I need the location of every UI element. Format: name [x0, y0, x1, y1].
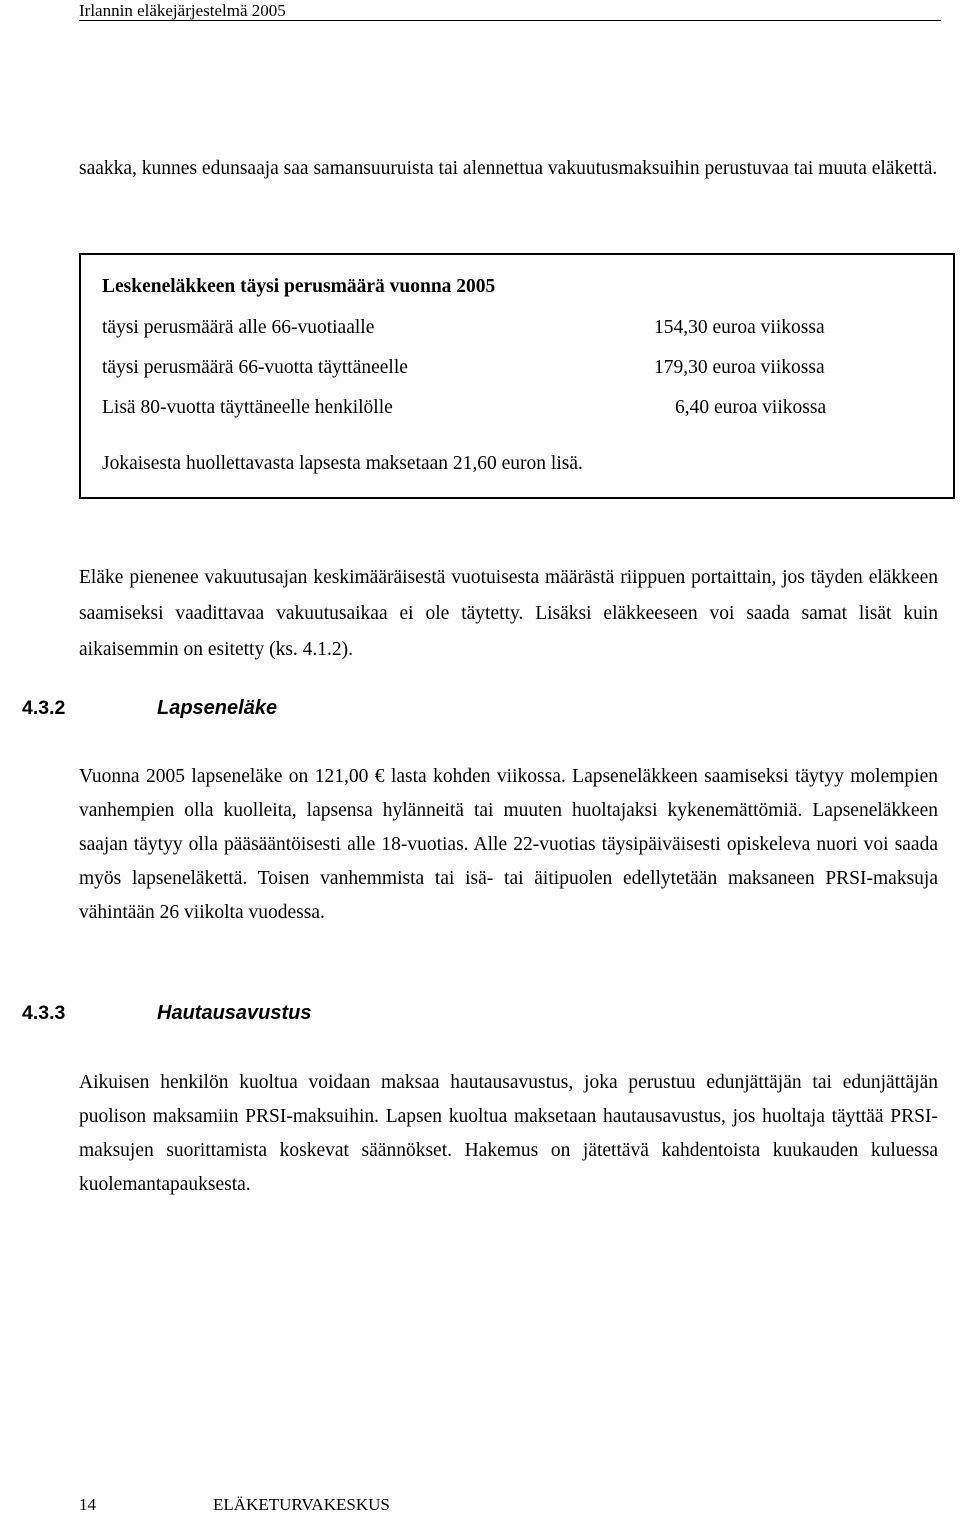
info-row-value: 6,40 euroa viikossa	[675, 397, 827, 418]
page-number: 14	[79, 1495, 96, 1514]
info-row-label: täysi perusmäärä 66-vuotta täyttäneelle	[102, 357, 408, 378]
section-text: Aikuisen henkilön kuoltua voidaan maksaa hautausavustus, joka perustuu edunjättäjän tai edunjättäjän puolison maksamiin PRSI-maksuihin. Lapsen kuoltua maksetaan hautausavustus, jos huoltaja täyttää PRSI-maksujen suorittamista koskevat säännökset. Hakemus on jätettävä kahdentoista kuukauden kuluessa kuolemantapauksesta.	[79, 1072, 938, 1195]
funeral-grant-paragraph	[79, 1066, 938, 1202]
section-number: 4.3.2	[22, 697, 66, 719]
header-rule	[79, 20, 941, 21]
pension-paragraph	[79, 560, 938, 668]
section-heading: Lapseneläke	[157, 697, 278, 719]
info-box-note: Jokaisesta huollettavasta lapsesta maksetaan 21,60 euron lisä.	[102, 453, 583, 474]
info-box-row	[102, 356, 902, 380]
info-box-row	[102, 316, 902, 340]
info-box-title: Leskeneläkkeen täysi perusmäärä vuonna 2005	[102, 276, 496, 297]
section-text: Vuonna 2005 lapseneläke on 121,00 € lasta kohden viikossa. Lapseneläkkeen saamiseksi täytyy molempien vanhempien olla kuolleita, lapsensa hylänneitä tai muuten huoltajaksi kykenemättömiä. Lapseneläkkeen saajan täytyy olla pääsääntöisesti alle 18-vuotias. Alle 22-vuotias täysipäiväisesti opiskeleva nuori voi saada myös lapseneläkettä. Toisen vanhemmista tai isä- tai äitipuolen edellytetään maksaneen PRSI-maksuja vähintään 26 viikolta vuodessa.	[79, 766, 938, 923]
info-row-value: 154,30 euroa viikossa	[654, 317, 825, 338]
info-row-label: Lisä 80-vuotta täyttäneelle henkilölle	[102, 397, 393, 418]
pension-text: Eläke pienenee vakuutusajan keskimääräisestä vuotuisesta määrästä riippuen portaittain, jos täyden eläkkeen saamiseksi vaadittavaa vakuutusaikaa ei ole täytetty. Lisäksi eläkkeeseen voi saada samat lisät kuin aikaisemmin on esitetty (ks. 4.1.2).	[79, 567, 938, 660]
widow-pension-info-box	[79, 253, 955, 499]
child-pension-paragraph	[79, 760, 938, 930]
section-heading: Hautausavustus	[157, 1002, 312, 1024]
running-header: Irlannin eläkejärjestelmä 2005	[79, 1, 286, 20]
info-row-value: 179,30 euroa viikossa	[654, 357, 825, 378]
info-row-label: täysi perusmäärä alle 66-vuotiaalle	[102, 317, 375, 338]
footer-organization: ELÄKETURVAKESKUS	[213, 1495, 390, 1514]
section-number: 4.3.3	[22, 1002, 66, 1024]
intro-paragraph	[79, 153, 938, 184]
info-box-row	[102, 396, 902, 420]
intro-text: saakka, kunnes edunsaaja saa samansuuruista tai alennettua vakuutusmaksuihin perustuvaa tai muuta eläkettä.	[79, 158, 938, 179]
